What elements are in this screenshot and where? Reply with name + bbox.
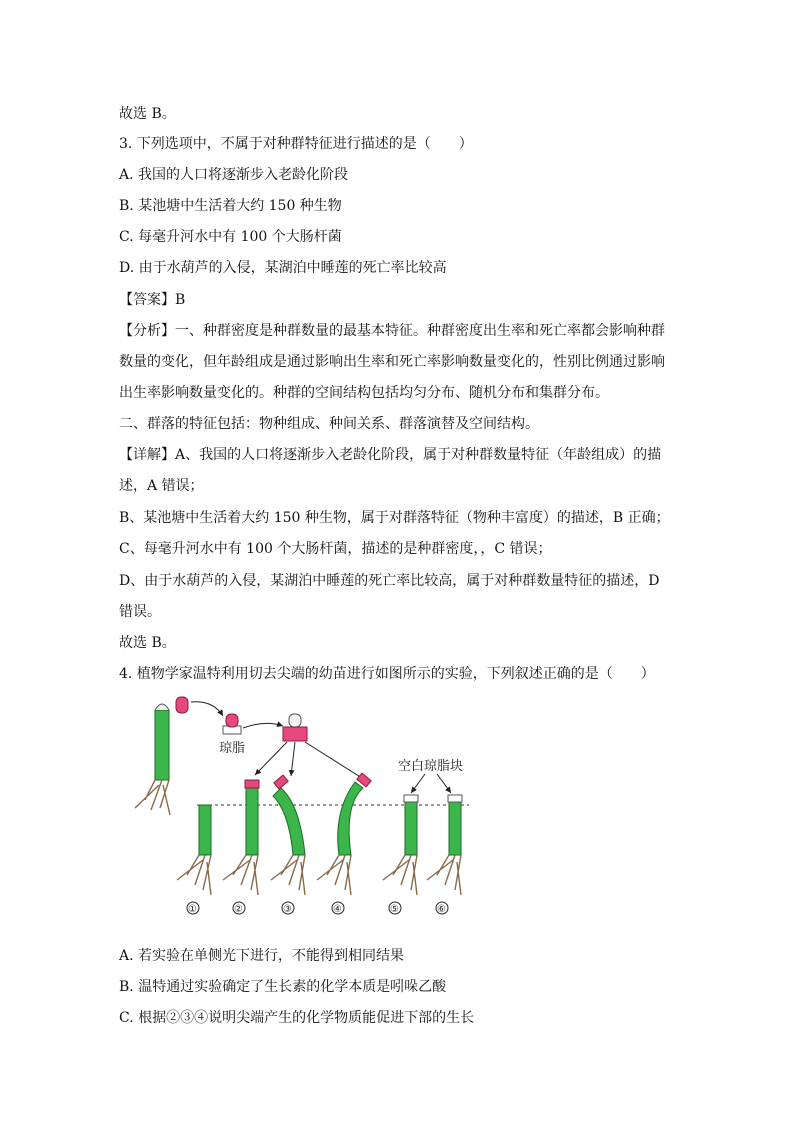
blank-agar-label: 空白琼脂块 xyxy=(398,759,464,774)
arrow-icon xyxy=(411,774,425,793)
question-4-option-a: A. 若实验在单侧光下进行，不能得到相同结果 xyxy=(119,948,405,964)
question-3-stem: 3. 下列选项中，不属于对种群特征进行描述的是（ ） xyxy=(119,136,473,152)
analysis-line-1: 【分析】一、种群密度是种群数量的最基本特征。种群密度出生率和死亡率都会影响种群 xyxy=(119,323,665,339)
seedling-6 xyxy=(427,795,462,895)
question-3-option-b: B. 某池塘中生活着大约 150 种生物 xyxy=(119,198,342,214)
arrow-icon xyxy=(437,774,451,793)
question-3-option-d: D. 由于水葫芦的入侵，某湖泊中睡莲的死亡率比较高 xyxy=(119,260,447,276)
question-4-option-b: B. 温特通过实验确定了生长素的化学本质是吲哚乙酸 xyxy=(119,979,447,995)
analysis-line-3: 出生率影响数量变化的。种群的空间结构包括均匀分布、随机分布和集群分布。 xyxy=(119,385,609,401)
detail-line-1: 【详解】A、我国的人口将逐渐步入老龄化阶段，属于对种群数量特征（年龄组成）的描 xyxy=(119,447,662,463)
question-4-stem: 4. 植物学家温特利用切去尖端的幼苗进行如图所示的实验，下列叙述正确的是（ ） xyxy=(119,666,655,682)
experiment-diagram xyxy=(115,690,475,922)
detail-line-3: B、某池塘中生活着大约 150 种生物，属于对群落特征（物种丰富度）的描述，B 正确； xyxy=(119,510,670,526)
label-5: ⑤ xyxy=(390,904,399,915)
seedling-with-tip xyxy=(135,704,170,815)
analysis-line-2: 数量的变化，但年龄组成是通过影响出生率和死亡率影响数量变化的，性别比例通过影响 xyxy=(119,354,665,370)
arrow-icon xyxy=(191,702,223,716)
question-4-option-c: C. 根据②③④说明尖端产生的化学物质能促进下部的生长 xyxy=(119,1010,475,1026)
seedling-3 xyxy=(271,775,305,895)
detail-line-4: C、每毫升河水中有 100 个大肠杆菌，描述的是种群密度，，C 错误； xyxy=(119,541,552,557)
arrow-icon xyxy=(291,742,295,776)
question-3-option-c: C. 每毫升河水中有 100 个大肠杆菌 xyxy=(119,229,342,245)
seedling-4 xyxy=(317,773,371,895)
arrow-icon xyxy=(305,742,365,780)
analysis-line-4: 二、群落的特征包括：物种组成、种间关系、群落演替及空间结构。 xyxy=(119,416,539,432)
detail-line-6: 错误。 xyxy=(119,604,161,620)
seedling-5 xyxy=(383,795,418,895)
agar-label: 琼脂 xyxy=(219,741,246,756)
question-3-option-a: A. 我国的人口将逐渐步入老龄化阶段 xyxy=(119,167,349,183)
label-1: ① xyxy=(188,904,197,915)
label-2: ② xyxy=(234,904,243,915)
arrow-icon xyxy=(255,742,287,775)
label-3: ③ xyxy=(283,904,292,915)
treated-agar-block xyxy=(283,714,307,741)
detail-line-5: D、由于水葫芦的入侵，某湖泊中睡莲的死亡率比较高，属于对种群数量特征的描述，D xyxy=(119,573,660,589)
detail-line-2: 述，A 错误； xyxy=(119,478,204,494)
cut-tip xyxy=(176,697,188,713)
answer-line: 【答案】B xyxy=(119,292,186,308)
seedling-1 xyxy=(177,805,211,895)
text-line-1: 故选 B。 xyxy=(119,106,176,122)
number-labels xyxy=(187,902,448,914)
seedling-2 xyxy=(223,780,259,895)
label-4: ④ xyxy=(333,904,342,915)
arrow-icon xyxy=(243,723,283,728)
label-6: ⑥ xyxy=(437,904,446,915)
agar-block-with-tip xyxy=(223,714,241,734)
text-line-conclusion: 故选 B。 xyxy=(119,635,176,651)
went-experiment-figure xyxy=(115,690,475,922)
